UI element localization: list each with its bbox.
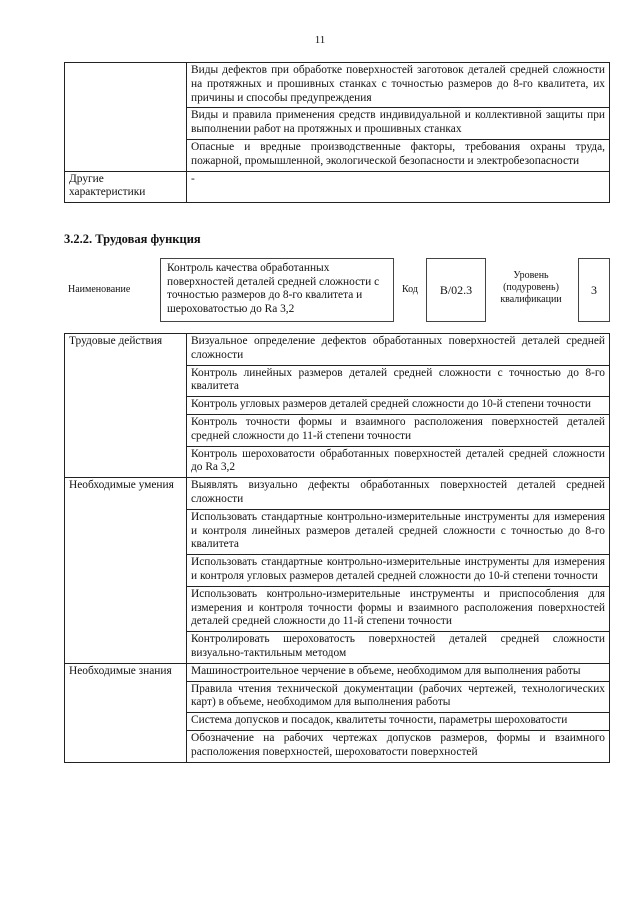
table-row bbox=[65, 334, 610, 366]
row-label: Трудовые действия bbox=[65, 334, 187, 478]
qualification-level-label: Уровень (подуровень) квалификации bbox=[500, 270, 562, 305]
function-name-box: Контроль качества обработанных поверхностей деталей средней сложности с точностью размеров до 8-го квалитета и шероховатостью до Ra 3,2 bbox=[160, 258, 394, 322]
row-item: Выявлять визуально дефекты обработанных поверхностей деталей средней сложности bbox=[187, 478, 610, 510]
page-number: 11 bbox=[314, 34, 326, 46]
code-label: Код bbox=[402, 284, 418, 295]
top-characteristics-table bbox=[64, 62, 610, 203]
section-title: 3.2.2. Трудовая функция bbox=[64, 232, 201, 246]
row-item: Правила чтения технической документации (рабочих чертежей, технологических карт) в объеме, необходимом для выполнения работы bbox=[187, 681, 610, 713]
row-item: Использовать стандартные контрольно-измерительные инструменты для измерения и контроля линейных размеров деталей средней сложности с точностью до 8-го квалитета bbox=[187, 509, 610, 554]
table-row bbox=[65, 171, 610, 203]
row-item: Опасные и вредные производственные факторы, требования охраны труда, пожарной, промышленной, экологической безопасности и электробезопасности bbox=[187, 139, 610, 171]
table-row bbox=[65, 663, 610, 681]
table-row bbox=[65, 478, 610, 510]
row-item: Контроль угловых размеров деталей средней сложности до 10-й степени точности bbox=[187, 397, 610, 415]
table-row bbox=[65, 63, 610, 108]
row-label: Необходимые знания bbox=[65, 663, 187, 762]
row-item: - bbox=[187, 171, 610, 203]
row-item: Контролировать шероховатость поверхностей деталей средней сложности визуально-тактильным методом bbox=[187, 632, 610, 664]
function-code-box: B/02.3 bbox=[426, 258, 486, 322]
row-item: Машиностроительное черчение в объеме, необходимом для выполнения работы bbox=[187, 663, 610, 681]
row-item: Использовать стандартные контрольно-измерительные инструменты для измерения и контроля угловых размеров деталей средней сложности до 10-й степени точности bbox=[187, 555, 610, 587]
row-item: Виды дефектов при обработке поверхностей заготовок деталей средней сложности на протяжных и прошивных станках с точностью размеров до 8-го квалитета, их причины и способы предупреждения bbox=[187, 63, 610, 108]
row-item: Обозначение на рабочих чертежах допусков размеров, формы и взаимного расположения поверхностей, шероховатости поверхностей bbox=[187, 730, 610, 762]
name-label: Наименование bbox=[68, 284, 131, 295]
row-label bbox=[65, 63, 187, 172]
row-item: Виды и правила применения средств индивидуальной и коллективной защиты при выполнении работ на протяжных и прошивных станках bbox=[187, 108, 610, 140]
row-item: Визуальное определение дефектов обработанных поверхностей деталей средней сложности bbox=[187, 334, 610, 366]
row-item: Использовать контрольно-измерительные инструменты и приспособления для измерения и контроля точности формы и взаимного расположения поверхностей деталей средней сложности до 11-й степени точности bbox=[187, 586, 610, 631]
function-header bbox=[64, 258, 610, 322]
qualification-level-box: 3 bbox=[578, 258, 610, 322]
row-label: Другие характеристики bbox=[65, 171, 187, 203]
row-item: Контроль шероховатости обработанных поверхностей деталей средней сложности до Ra 3,2 bbox=[187, 446, 610, 478]
row-label: Необходимые умения bbox=[65, 478, 187, 664]
labor-function-table bbox=[64, 333, 610, 763]
row-item: Система допусков и посадок, квалитеты точности, параметры шероховатости bbox=[187, 713, 610, 731]
row-item: Контроль линейных размеров деталей средней сложности с точностью до 8-го квалитета bbox=[187, 365, 610, 397]
row-item: Контроль точности формы и взаимного расположения поверхностей деталей средней сложности до 11-й степени точности bbox=[187, 414, 610, 446]
